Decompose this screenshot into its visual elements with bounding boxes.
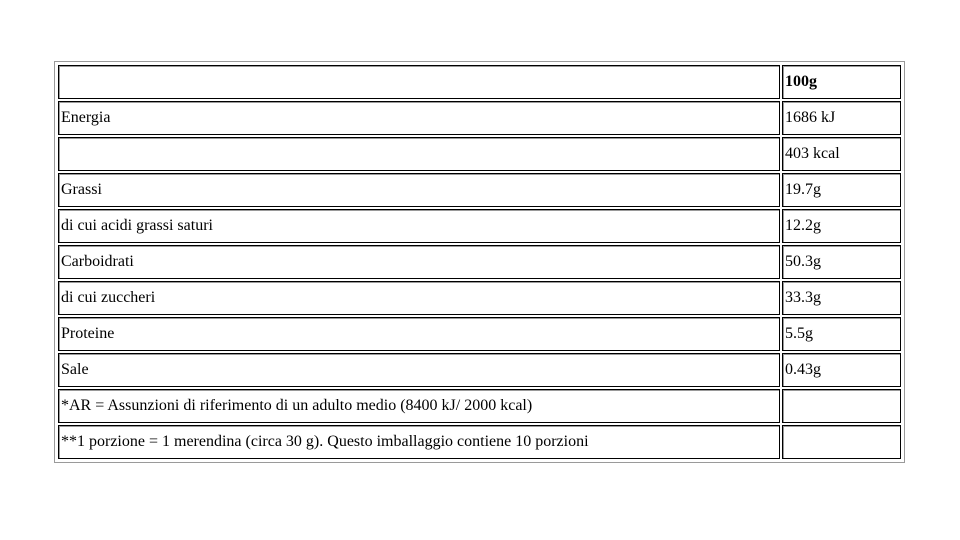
table-row [58, 353, 901, 387]
row-value-grassi-saturi: 12.2g [782, 209, 901, 243]
footnote-porzione-value [782, 425, 901, 459]
row-label-empty [58, 137, 780, 171]
row-label-carboidrati: Carboidrati [58, 245, 780, 279]
row-value-carboidrati: 50.3g [782, 245, 901, 279]
table-row [58, 173, 901, 207]
table-row [58, 101, 901, 135]
row-value-energia-kj: 1686 kJ [782, 101, 901, 135]
table-header-row [58, 65, 901, 99]
table-row [58, 425, 901, 459]
row-label-proteine: Proteine [58, 317, 780, 351]
nutrition-table [56, 63, 903, 461]
footnote-ar-value [782, 389, 901, 423]
table-row [58, 209, 901, 243]
row-label-grassi: Grassi [58, 173, 780, 207]
row-value-proteine: 5.5g [782, 317, 901, 351]
nutrition-table-frame [54, 61, 905, 463]
row-label-sale: Sale [58, 353, 780, 387]
table-row [58, 137, 901, 171]
row-label-grassi-saturi: di cui acidi grassi saturi [58, 209, 780, 243]
row-value-sale: 0.43g [782, 353, 901, 387]
row-label-zuccheri: di cui zuccheri [58, 281, 780, 315]
header-value-cell: 100g [782, 65, 901, 99]
footnote-porzione: **1 porzione = 1 merendina (circa 30 g). Questo imballaggio contiene 10 porzioni [58, 425, 780, 459]
row-value-grassi: 19.7g [782, 173, 901, 207]
table-row [58, 389, 901, 423]
header-label-cell [58, 65, 780, 99]
table-row [58, 317, 901, 351]
footnote-ar: *AR = Assunzioni di riferimento di un adulto medio (8400 kJ/ 2000 kcal) [58, 389, 780, 423]
row-value-zuccheri: 33.3g [782, 281, 901, 315]
table-row [58, 245, 901, 279]
row-label-energia: Energia [58, 101, 780, 135]
table-row [58, 281, 901, 315]
row-value-energia-kcal: 403 kcal [782, 137, 901, 171]
